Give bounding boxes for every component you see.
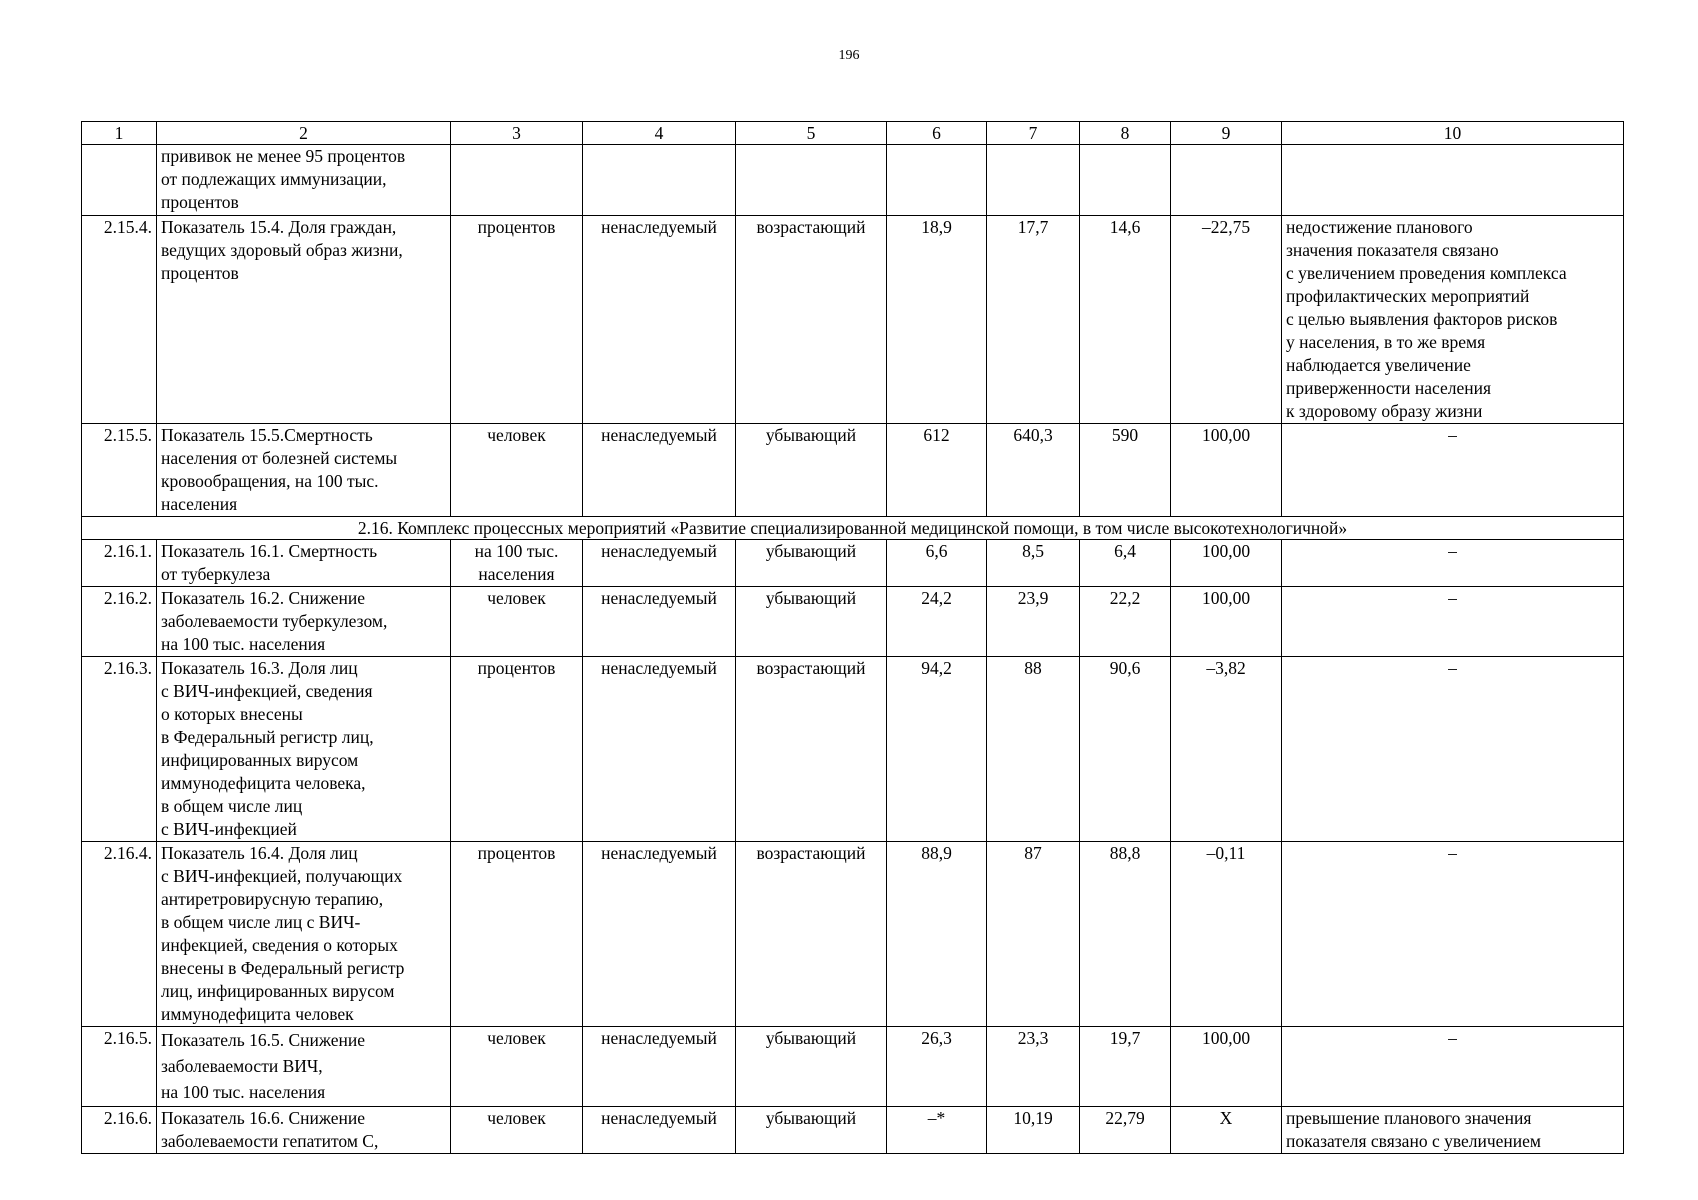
indicator-trend: возрастающий [736,657,887,842]
value-col-6 [887,145,987,216]
value-col-6: 6,6 [887,540,987,587]
section-title: 2.16. Комплекс процессных мероприятий «Развитие специализированной медицинской помощи, в том числе высокотехнологичной» [82,517,1624,540]
unit: человек [451,587,583,657]
indicator-trend: убывающий [736,424,887,517]
note: – [1282,842,1624,1027]
unit: процентов [451,842,583,1027]
value-col-7: 640,3 [987,424,1080,517]
value-col-8 [1080,145,1171,216]
value-col-7: 10,19 [987,1107,1080,1154]
indicator-name: Показатель 16.1. Смертность от туберкулеза [157,540,451,587]
unit [451,145,583,216]
header-cell-2: 2 [157,122,451,145]
header-row [82,122,1624,145]
unit: на 100 тыс. населения [451,540,583,587]
value-col-7: 88 [987,657,1080,842]
row-number: 2.16.3. [82,657,157,842]
value-col-9: –3,82 [1171,657,1282,842]
table-row [82,842,1624,1027]
row-number: 2.16.6. [82,1107,157,1154]
unit: человек [451,1107,583,1154]
indicator-trend: убывающий [736,587,887,657]
indicator-name: Показатель 16.6. Снижение заболеваемости гепатитом С, [157,1107,451,1154]
indicator-type: ненаследуемый [583,657,736,842]
indicator-name: Показатель 16.3. Доля лиц с ВИЧ-инфекцией, сведения о которых внесены в Федеральный регистр лиц, инфицированных вирусом иммунодефицита человека, в общем числе лиц с ВИЧ-инфекцией [157,657,451,842]
value-col-6: 26,3 [887,1027,987,1107]
value-col-6: 612 [887,424,987,517]
value-col-7: 23,9 [987,587,1080,657]
indicator-name: Показатель 16.4. Доля лиц с ВИЧ-инфекцией, получающих антиретровирусную терапию, в общем числе лиц с ВИЧ- инфекцией, сведения о которых внесены в Федеральный регистр лиц, инфицированных вирусом иммунодефицита человек [157,842,451,1027]
note: превышение планового значения показателя связано с увеличением [1282,1107,1624,1154]
value-col-8: 6,4 [1080,540,1171,587]
table-row [82,587,1624,657]
table-row [82,540,1624,587]
table-row [82,216,1624,424]
note: – [1282,587,1624,657]
row-number: 2.16.4. [82,842,157,1027]
page-number: 196 [838,48,860,63]
note: недостижение планового значения показателя связано с увеличением проведения комплекса профилактических мероприятий с целью выявления факторов рисков у населения, в то же время наблюдается увеличение приверженности населения к здоровому образу жизни [1282,216,1624,424]
value-col-6: 18,9 [887,216,987,424]
unit: человек [451,1027,583,1107]
indicator-name: Показатель 16.2. Снижение заболеваемости туберкулезом, на 100 тыс. населения [157,587,451,657]
row-number: 2.16.2. [82,587,157,657]
unit: процентов [451,657,583,842]
value-col-7: 8,5 [987,540,1080,587]
header-cell-3: 3 [451,122,583,145]
indicator-type: ненаследуемый [583,1107,736,1154]
indicator-type: ненаследуемый [583,216,736,424]
value-col-7: 23,3 [987,1027,1080,1107]
indicator-trend: возрастающий [736,216,887,424]
row-number: 2.16.5. [82,1027,157,1107]
header-cell-9: 9 [1171,122,1282,145]
indicator-type: ненаследуемый [583,424,736,517]
section-row [82,517,1624,540]
note [1282,145,1624,216]
unit: процентов [451,216,583,424]
indicator-trend: убывающий [736,1027,887,1107]
table-row [82,145,1624,216]
indicator-type: ненаследуемый [583,587,736,657]
indicator-type: ненаследуемый [583,1027,736,1107]
indicator-type [583,145,736,216]
value-col-6: 88,9 [887,842,987,1027]
value-col-8: 19,7 [1080,1027,1171,1107]
value-col-6: –* [887,1107,987,1154]
table-row [82,657,1624,842]
note: – [1282,424,1624,517]
value-col-8: 88,8 [1080,842,1171,1027]
header-cell-6: 6 [887,122,987,145]
indicator-trend: возрастающий [736,842,887,1027]
value-col-7 [987,145,1080,216]
value-col-9: 100,00 [1171,540,1282,587]
indicator-name: Показатель 15.4. Доля граждан, ведущих здоровый образ жизни, процентов [157,216,451,424]
indicators-table [81,121,1624,1154]
table-row [82,424,1624,517]
indicator-name: Показатель 15.5.Смертность населения от болезней системы кровообращения, на 100 тыс. населения [157,424,451,517]
header-cell-5: 5 [736,122,887,145]
table-row [82,1027,1624,1107]
table-row [82,1107,1624,1154]
value-col-8: 22,2 [1080,587,1171,657]
indicator-trend: убывающий [736,1107,887,1154]
value-col-9: 100,00 [1171,587,1282,657]
header-cell-4: 4 [583,122,736,145]
indicator-name: прививок не менее 95 процентов от подлежащих иммунизации, процентов [157,145,451,216]
header-cell-7: 7 [987,122,1080,145]
value-col-9: Х [1171,1107,1282,1154]
value-col-6: 24,2 [887,587,987,657]
header-cell-8: 8 [1080,122,1171,145]
indicator-trend [736,145,887,216]
value-col-7: 87 [987,842,1080,1027]
value-col-8: 22,79 [1080,1107,1171,1154]
row-number: 2.15.5. [82,424,157,517]
value-col-7: 17,7 [987,216,1080,424]
value-col-6: 94,2 [887,657,987,842]
row-number [82,145,157,216]
value-col-8: 90,6 [1080,657,1171,842]
indicator-trend: убывающий [736,540,887,587]
value-col-9: –22,75 [1171,216,1282,424]
value-col-8: 590 [1080,424,1171,517]
value-col-9: 100,00 [1171,1027,1282,1107]
note: – [1282,657,1624,842]
indicator-type: ненаследуемый [583,842,736,1027]
unit: человек [451,424,583,517]
note: – [1282,1027,1624,1107]
value-col-9 [1171,145,1282,216]
value-col-9: –0,11 [1171,842,1282,1027]
indicator-type: ненаследуемый [583,540,736,587]
value-col-9: 100,00 [1171,424,1282,517]
indicator-name: Показатель 16.5. Снижение заболеваемости ВИЧ, на 100 тыс. населения [157,1027,451,1107]
header-cell-1: 1 [82,122,157,145]
row-number: 2.16.1. [82,540,157,587]
note: – [1282,540,1624,587]
value-col-8: 14,6 [1080,216,1171,424]
row-number: 2.15.4. [82,216,157,424]
header-cell-10: 10 [1282,122,1624,145]
